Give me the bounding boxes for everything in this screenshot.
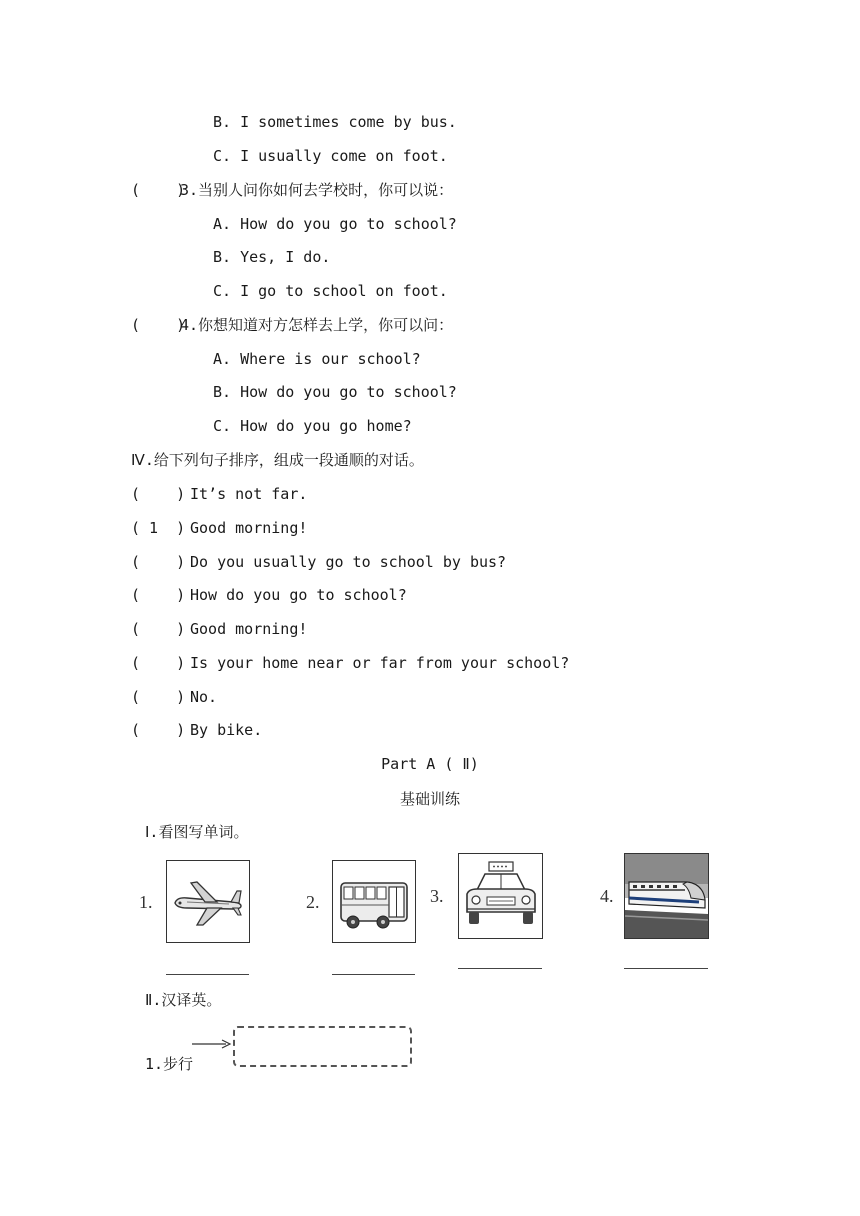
picture-number: 4. <box>600 886 614 906</box>
airplane-icon <box>167 861 249 942</box>
arrow-right-icon <box>192 1038 232 1050</box>
q3-answer-paren[interactable]: ( ) <box>131 181 186 199</box>
taxi-icon <box>459 854 542 938</box>
section4-title: Ⅳ.给下列句子排序，组成一段通顺的对话。 <box>131 451 424 469</box>
order-paren[interactable]: ( ) <box>131 721 186 739</box>
part-subtitle: 基础训练 <box>399 790 460 808</box>
translation-answer-box[interactable] <box>233 1026 412 1067</box>
look-write-title: Ⅰ.看图写单词。 <box>145 823 249 841</box>
q3-option-c: C. I go to school on foot. <box>213 282 448 300</box>
order-sentence: Good morning! <box>190 519 308 537</box>
airplane-picture <box>166 860 250 943</box>
answer-blank[interactable] <box>458 968 542 969</box>
order-paren[interactable]: ( ) <box>131 485 186 503</box>
q4-option-a: A. Where is our school? <box>213 350 421 368</box>
order-paren[interactable]: ( ) <box>131 553 186 571</box>
train-icon <box>625 854 708 938</box>
order-paren[interactable]: ( ) <box>131 654 186 672</box>
order-paren[interactable]: ( ) <box>131 620 186 638</box>
q4-answer-paren[interactable]: ( ) <box>131 316 186 334</box>
order-sentence: How do you go to school? <box>190 586 407 604</box>
bus-icon <box>333 861 415 942</box>
answer-blank[interactable] <box>332 974 415 975</box>
q2-option-b: B. I sometimes come by bus. <box>213 113 457 131</box>
q3-option-a: A. How do you go to school? <box>213 215 457 233</box>
q4-stem: 4.你想知道对方怎样去上学，你可以问： <box>180 316 454 334</box>
q4-option-c: C. How do you go home? <box>213 417 412 435</box>
order-sentence: Is your home near or far from your school? <box>190 654 570 672</box>
q3-option-b: B. Yes, I do. <box>213 248 331 266</box>
order-paren[interactable]: ( ) <box>131 586 186 604</box>
answer-blank[interactable] <box>166 974 249 975</box>
bus-picture <box>332 860 416 943</box>
order-sentence: No. <box>190 688 218 706</box>
part-title: Part A ( Ⅱ) <box>381 755 479 773</box>
picture-number: 2. <box>306 892 320 912</box>
order-paren[interactable]: ( 1 ) <box>131 519 186 537</box>
q4-option-b: B. How do you go to school? <box>213 383 457 401</box>
order-sentence: Do you usually go to school by bus? <box>190 553 507 571</box>
picture-number: 3. <box>430 886 444 906</box>
order-sentence: It’s not far. <box>190 485 308 503</box>
translate-item-1: 1.步行 <box>145 1055 194 1073</box>
q2-option-c: C. I usually come on foot. <box>213 147 448 165</box>
train-picture <box>624 853 709 939</box>
answer-blank[interactable] <box>624 968 708 969</box>
order-sentence: By bike. <box>190 721 263 739</box>
q3-stem: 3.当别人问你如何去学校时，你可以说： <box>180 181 454 199</box>
order-sentence: Good morning! <box>190 620 308 638</box>
picture-number: 1. <box>139 892 153 912</box>
translate-title: Ⅱ.汉译英。 <box>145 991 222 1009</box>
order-paren[interactable]: ( ) <box>131 688 186 706</box>
taxi-picture <box>458 853 543 939</box>
